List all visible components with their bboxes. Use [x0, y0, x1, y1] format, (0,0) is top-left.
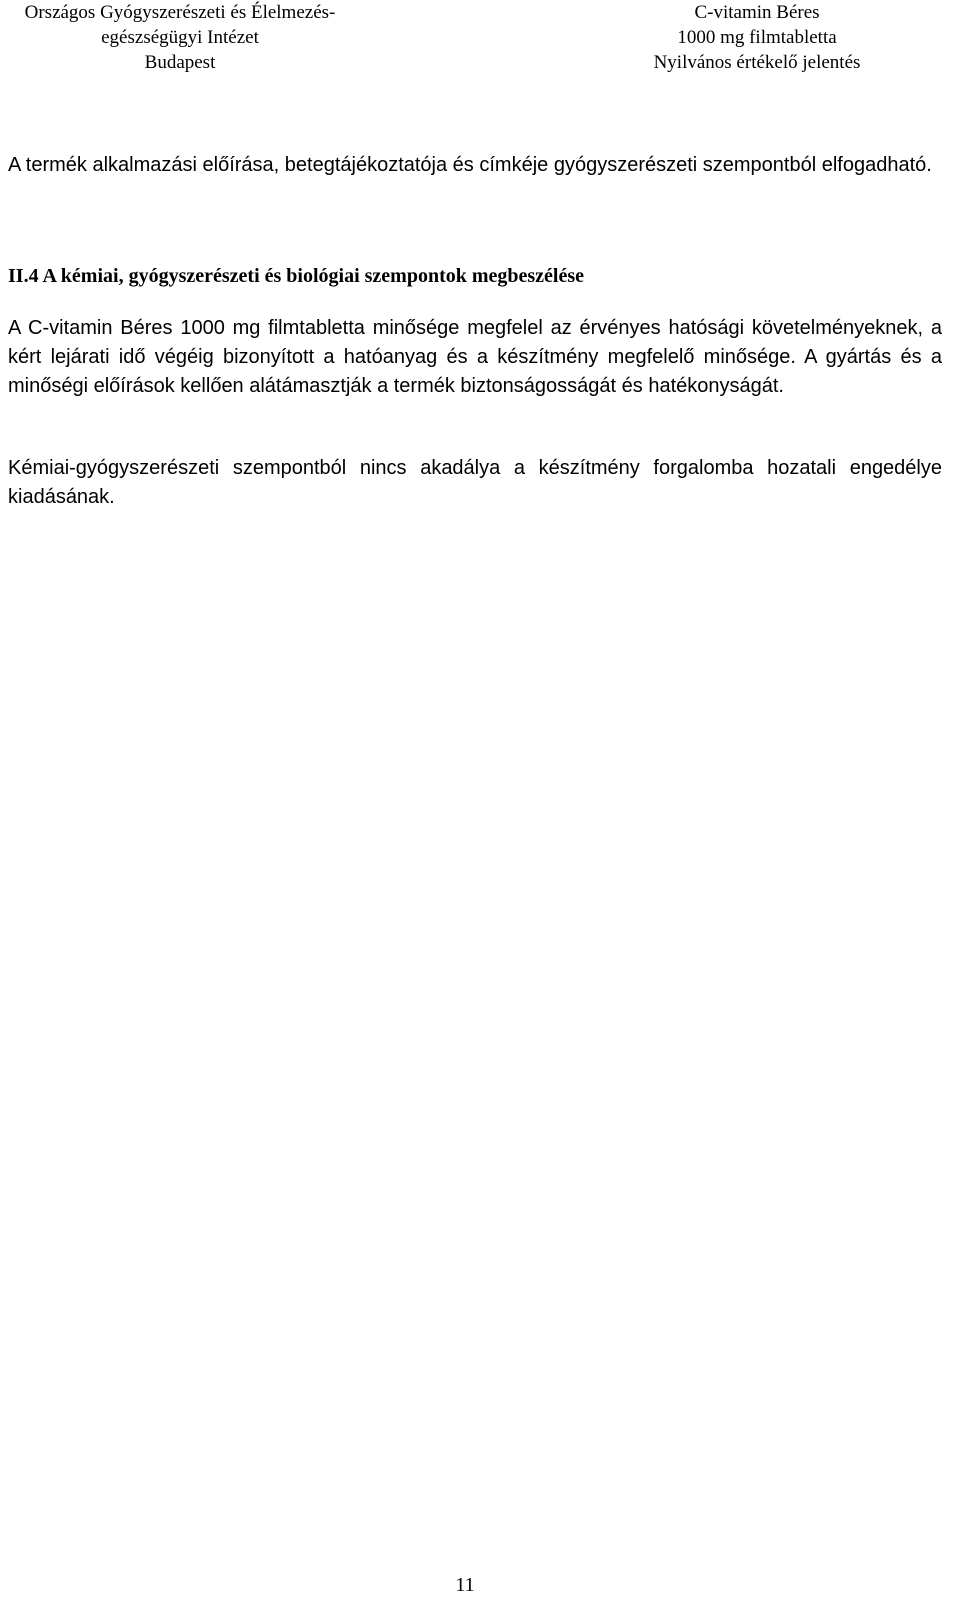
product-strength: 1000 mg filmtabletta	[677, 27, 837, 48]
section-heading: II.4 A kémiai, gyógyszerészeti és biológiai szempontok megbeszélése	[8, 265, 585, 287]
header-institute	[0, 0, 360, 75]
header-product	[612, 0, 902, 75]
paragraph-conclusion: Kémiai-gyógyszerészeti szempontból nincs akadálya a készítmény forgalomba hozatali engedélye kiadásának.	[8, 457, 942, 508]
report-type: Nyilvános értékelő jelentés	[653, 52, 861, 73]
institute-name-line1: Országos Gyógyszerészeti és Élelmezés-	[24, 2, 336, 23]
product-name: C-vitamin Béres	[694, 2, 820, 23]
page-number: 11	[455, 1574, 475, 1596]
institute-city: Budapest	[144, 52, 216, 73]
paragraph-labeling-acceptance: A termék alkalmazási előírása, betegtájékoztatója és címkéje gyógyszerészeti szempontból elfogadható.	[8, 154, 932, 176]
institute-name-line2: egészségügyi Intézet	[101, 27, 259, 48]
paragraph-quality-assessment: A C-vitamin Béres 1000 mg filmtabletta minősége megfelel az érvényes hatósági követelményeknek, a kért lejárati idő végéig bizonyított a hatóanyag és a készítmény megfelelő minősége. A gyártás és a minőségi előírások kellően alátámasztják a termék biztonságosságát és hatékonyságát.	[8, 317, 942, 397]
